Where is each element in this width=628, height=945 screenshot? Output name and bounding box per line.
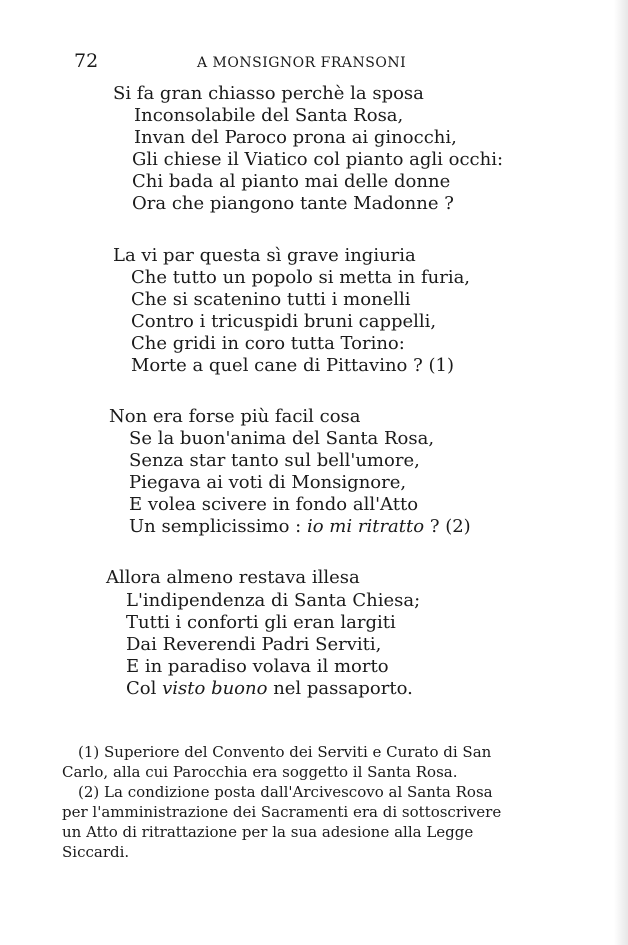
verse-line: Si fa gran chiasso perchè la sposa	[113, 83, 424, 104]
verse-line: Invan del Paroco prona ai ginocchi,	[134, 127, 457, 148]
verse-line: Non era forse più facil cosa	[109, 406, 361, 427]
verse-text: nel passaporto.	[273, 678, 413, 699]
footnote-line: un Atto di ritrattazione per la sua adesione alla Legge	[62, 823, 474, 841]
verse-line: La vi par questa sì grave ingiuria	[113, 245, 416, 266]
verse-line	[126, 678, 413, 700]
verse-text: Un semplicissimo :	[129, 516, 302, 537]
verse-line: Dai Reverendi Padri Serviti,	[126, 634, 382, 655]
footnote-line: Carlo, alla cui Parocchia era soggetto il Santa Rosa.	[62, 763, 458, 781]
verse-line: Allora almeno restava illesa	[106, 567, 360, 588]
page-edge-shadow	[614, 0, 628, 945]
footnote-line: (2) La condizione posta dall'Arcivescovo al Santa Rosa	[78, 783, 493, 801]
verse-text: Col	[126, 678, 157, 699]
verse-line: Contro i tricuspidi bruni cappelli,	[131, 311, 437, 332]
verse-line: Senza star tanto sul bell'umore,	[129, 450, 420, 471]
verse-line: Che si scatenino tutti i monelli	[131, 289, 411, 310]
verse-line: Inconsolabile del Santa Rosa,	[134, 105, 404, 126]
verse-line: Ora che piangono tante Madonne ?	[132, 193, 454, 214]
verse-line: Piegava ai voti di Monsignore,	[129, 472, 407, 493]
footnote-line: per l'amministrazione dei Sacramenti era di sottoscrivere	[62, 803, 502, 821]
verse-line: E in paradiso volava il morto	[126, 656, 389, 677]
verse-line: Chi bada al pianto mai delle donne	[132, 171, 451, 192]
footnote-line: (1) Superiore del Convento dei Serviti e Curato di San	[78, 743, 492, 761]
verse-line: L'indipendenza di Santa Chiesa;	[126, 590, 421, 611]
verse-line: Gli chiese il Viatico col pianto agli occhi:	[132, 149, 504, 170]
verse-line: Che tutto un popolo si metta in furia,	[131, 267, 471, 288]
verse-line	[129, 516, 471, 538]
verse-note-ref: ? (2)	[429, 516, 471, 537]
verse-line: Morte a quel cane di Pittavino ? (1)	[131, 355, 454, 376]
verse-line: Se la buon'anima del Santa Rosa,	[129, 428, 435, 449]
verse-line: Che gridi in coro tutta Torino:	[131, 333, 405, 354]
verse-italic: io mi ritratto	[306, 516, 425, 537]
verse-italic: visto buono	[162, 678, 268, 699]
verse-line: E volea scivere in fondo all'Atto	[129, 494, 419, 515]
page-number: 72	[74, 50, 99, 72]
footnote-line: Siccardi.	[62, 843, 130, 861]
verse-line: Tutti i conforti gli eran largiti	[126, 612, 396, 633]
running-title: A MONSIGNOR FRANSONI	[197, 55, 407, 71]
